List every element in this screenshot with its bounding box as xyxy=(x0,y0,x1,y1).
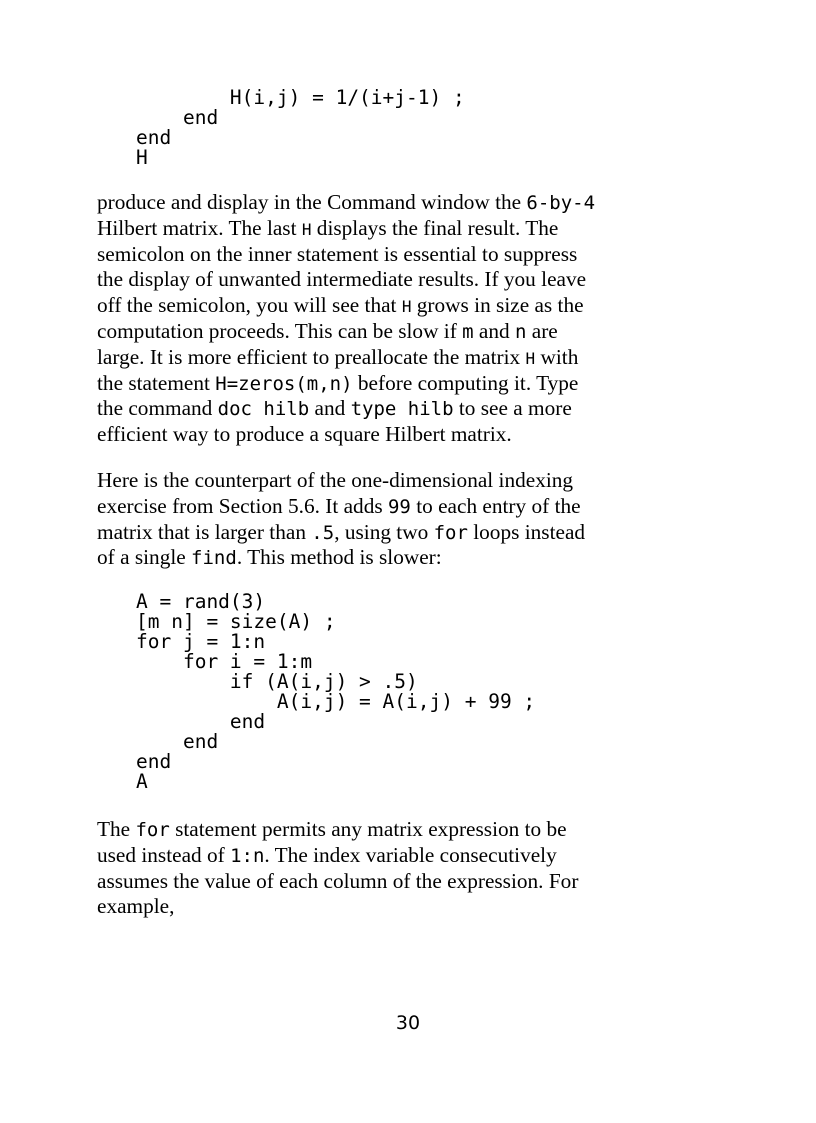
code-line: [m n] = size(A) ; xyxy=(136,610,336,633)
inline-code: H xyxy=(301,219,312,239)
inline-code: type hilb xyxy=(350,398,454,421)
inline-code: 1:n xyxy=(230,844,265,867)
code-line: for i = 1:m xyxy=(136,650,313,673)
text-line: matrix that is larger than .5, using two for loops instead xyxy=(97,519,586,544)
inline-code: n xyxy=(514,320,527,343)
text-line: the display of unwanted intermediate results. If you leave xyxy=(97,267,587,292)
code-line: H xyxy=(136,146,148,169)
paragraph-loop-exercise xyxy=(97,468,727,571)
code-line: A = rand(3) xyxy=(136,590,266,613)
text-line: used instead of 1:n. The index variable consecutively xyxy=(97,842,557,867)
code-line: A xyxy=(136,770,148,793)
text-line: the command doc hilb and type hilb to see a more xyxy=(97,396,572,421)
code-line: end xyxy=(136,730,219,753)
inline-code: 99 xyxy=(387,495,411,518)
inline-code: .5 xyxy=(311,521,335,544)
inline-code: H xyxy=(401,297,412,317)
page-number: 30 xyxy=(395,1012,421,1034)
text-line: the statement H=zeros(m,n) before computing it. Type xyxy=(97,370,579,395)
text-line: large. It is more efficient to preallocate the matrix H with xyxy=(97,344,579,369)
text-line: semicolon on the inner statement is essential to suppress xyxy=(97,241,578,266)
inline-code: m xyxy=(462,320,474,343)
code-line: A(i,j) = A(i,j) + 99 ; xyxy=(136,690,536,713)
code-block-hilbert-end xyxy=(136,88,465,168)
code-line: for j = 1:n xyxy=(136,630,266,653)
text-line: Hilbert matrix. The last H displays the final result. The xyxy=(97,215,559,240)
paragraph-for-statement xyxy=(97,817,727,920)
text-line: The for statement permits any matrix expression to be xyxy=(97,817,567,841)
inline-code: for xyxy=(433,521,468,544)
text-line: assumes the value of each column of the expression. For xyxy=(97,868,579,893)
inline-code: H=zeros(m,n) xyxy=(215,372,353,395)
inline-code: doc hilb xyxy=(217,398,310,421)
code-line: if (A(i,j) > .5) xyxy=(136,670,418,693)
inline-code: for xyxy=(135,819,170,841)
text-line: off the semicolon, you will see that H grows in size as the xyxy=(97,293,584,318)
inline-code: H xyxy=(525,348,536,368)
text-line: Here is the counterpart of the one-dimensional indexing xyxy=(97,468,574,492)
inline-code: find xyxy=(191,547,237,570)
code-line: H(i,j) = 1/(i+j-1) ; xyxy=(136,86,465,109)
paragraph-hilbert-explanation xyxy=(97,190,727,448)
inline-code: 6-by-4 xyxy=(526,192,596,214)
code-line: end xyxy=(136,106,219,129)
code-line: end xyxy=(136,750,172,773)
text-line: example, xyxy=(97,894,175,919)
text-line: efficient way to produce a square Hilbert matrix. xyxy=(97,422,512,447)
code-line: end xyxy=(136,126,172,149)
code-line: end xyxy=(136,710,266,733)
code-block-double-loop xyxy=(136,592,535,792)
text-line: exercise from Section 5.6. It adds 99 to each entry of the xyxy=(97,493,581,518)
text-line: produce and display in the Command window the 6-by-4 xyxy=(97,190,596,214)
text-line: of a single find. This method is slower: xyxy=(97,545,442,570)
text-line: computation proceeds. This can be slow if m and n are xyxy=(97,318,558,343)
